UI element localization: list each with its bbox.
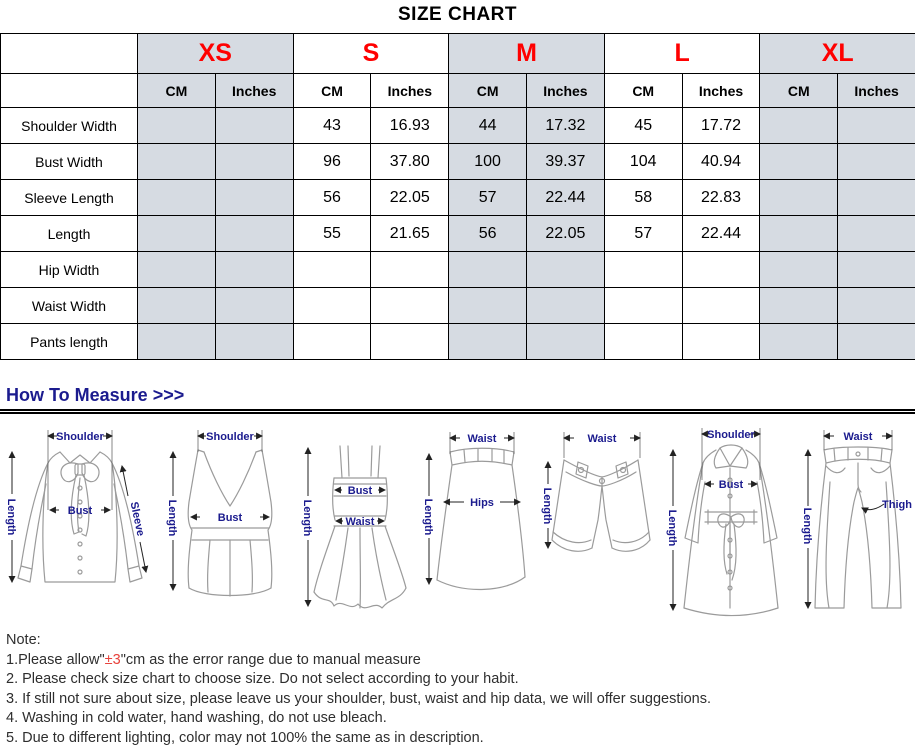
size-value-cell: 104 <box>604 144 682 180</box>
size-value-cell <box>215 288 293 324</box>
blouse-figure <box>0 422 160 622</box>
size-value-cell: 17.32 <box>527 108 605 144</box>
size-value-cell <box>138 324 216 360</box>
notes-section <box>6 631 915 748</box>
coat-figure <box>660 422 800 622</box>
size-header-m: M <box>449 34 605 74</box>
size-header-xl: XL <box>760 34 915 74</box>
size-header-xs: XS <box>138 34 294 74</box>
skirt-length-label: Length <box>422 499 434 536</box>
size-value-cell: 57 <box>604 216 682 252</box>
size-value-cell <box>449 324 527 360</box>
size-value-cell: 16.93 <box>371 108 449 144</box>
size-value-cell <box>604 252 682 288</box>
note-line-4: 4. Washing in cold water, hand washing, do not use bleach. <box>6 709 915 729</box>
size-value-cell <box>760 324 838 360</box>
tank-shoulder-label: Shoulder <box>206 431 254 443</box>
blouse-length-label: Length <box>5 499 17 536</box>
pants-figure <box>800 422 915 622</box>
size-value-cell: 45 <box>604 108 682 144</box>
size-value-cell: 22.83 <box>682 180 760 216</box>
size-header-l: L <box>604 34 760 74</box>
size-value-cell: 44 <box>449 108 527 144</box>
coat-bust-label: Bust <box>719 479 744 491</box>
blouse-shoulder-label: Shoulder <box>56 431 104 443</box>
table-row <box>1 108 915 144</box>
note-line-1-post: "cm as the error range due to manual measure <box>121 652 421 668</box>
size-value-cell <box>760 144 838 180</box>
size-value-cell <box>138 252 216 288</box>
unit-header-inches: Inches <box>682 74 760 108</box>
size-value-cell <box>527 324 605 360</box>
coat-length-label: Length <box>666 510 678 547</box>
size-value-cell: 22.44 <box>682 216 760 252</box>
size-value-cell <box>371 288 449 324</box>
table-row <box>1 180 915 216</box>
size-value-cell <box>138 216 216 252</box>
size-value-cell <box>760 108 838 144</box>
size-value-cell <box>215 144 293 180</box>
size-value-cell <box>215 180 293 216</box>
row-label: Hip Width <box>1 252 138 288</box>
size-value-cell <box>527 252 605 288</box>
size-value-cell <box>838 180 915 216</box>
size-value-cell: 37.80 <box>371 144 449 180</box>
size-value-cell <box>838 108 915 144</box>
size-value-cell: 56 <box>293 180 371 216</box>
size-value-cell <box>138 108 216 144</box>
size-value-cell <box>138 180 216 216</box>
size-value-cell <box>215 216 293 252</box>
note-line-1 <box>6 651 915 671</box>
size-value-cell <box>838 252 915 288</box>
size-value-cell <box>604 324 682 360</box>
size-value-cell <box>838 144 915 180</box>
size-value-cell: 57 <box>449 180 527 216</box>
shorts-figure <box>540 422 660 622</box>
blouse-bust-label: Bust <box>68 505 93 517</box>
row-label: Length <box>1 216 138 252</box>
size-header-row <box>1 34 915 74</box>
size-value-cell: 56 <box>449 216 527 252</box>
size-value-cell <box>215 324 293 360</box>
shorts-waist-label: Waist <box>588 433 617 445</box>
measure-figures <box>0 422 915 624</box>
size-chart-table <box>0 33 915 360</box>
row-label: Pants length <box>1 324 138 360</box>
size-header-s: S <box>293 34 449 74</box>
unit-header-inches: Inches <box>215 74 293 108</box>
tank-top-figure <box>160 422 300 622</box>
skirt-figure <box>420 422 540 622</box>
note-line-1-tolerance: ±3 <box>105 652 121 668</box>
skirt-hips-label: Hips <box>470 497 494 509</box>
note-line-2: 2. Please check size chart to choose size. Do not select according to your habit. <box>6 670 915 690</box>
size-value-cell <box>760 216 838 252</box>
pants-thigh-label: Thigh <box>882 499 912 511</box>
size-value-cell <box>449 252 527 288</box>
notes-heading: Note: <box>6 631 915 651</box>
note-line-3: 3. If still not sure about size, please leave us your shoulder, bust, waist and hip data, we will offer suggestions. <box>6 690 915 710</box>
size-value-cell: 40.94 <box>682 144 760 180</box>
size-value-cell <box>838 324 915 360</box>
size-value-cell <box>293 252 371 288</box>
note-line-5: 5. Due to different lighting, color may not 100% the same as in description. <box>6 729 915 749</box>
note-line-1-pre: 1.Please allow" <box>6 652 105 668</box>
corner-cell <box>1 34 138 74</box>
dress-length-label: Length <box>301 500 313 537</box>
skirt-waist-label: Waist <box>468 433 497 445</box>
size-value-cell <box>682 288 760 324</box>
shorts-length-label: Length <box>541 488 553 525</box>
unit-header-cm: CM <box>604 74 682 108</box>
table-row <box>1 324 915 360</box>
row-label: Waist Width <box>1 288 138 324</box>
size-value-cell <box>838 288 915 324</box>
dress-waist-label: Waist <box>346 516 375 528</box>
size-value-cell: 43 <box>293 108 371 144</box>
blouse-sleeve-label: Sleeve <box>128 501 147 538</box>
unit-header-inches: Inches <box>371 74 449 108</box>
row-label: Sleeve Length <box>1 180 138 216</box>
size-value-cell <box>760 288 838 324</box>
unit-header-cm: CM <box>760 74 838 108</box>
dress-figure <box>300 422 420 622</box>
table-row <box>1 288 915 324</box>
coat-shoulder-label: Shoulder <box>707 429 755 441</box>
size-value-cell <box>449 288 527 324</box>
row-label: Shoulder Width <box>1 108 138 144</box>
size-value-cell: 96 <box>293 144 371 180</box>
page-title: SIZE CHART <box>0 4 915 26</box>
pants-length-label: Length <box>801 508 813 545</box>
divider-line <box>0 409 915 414</box>
size-value-cell: 39.37 <box>527 144 605 180</box>
tank-bust-label: Bust <box>218 512 243 524</box>
unit-header-cm: CM <box>449 74 527 108</box>
size-value-cell: 17.72 <box>682 108 760 144</box>
unit-header-inches: Inches <box>838 74 915 108</box>
size-value-cell <box>682 252 760 288</box>
row-label: Bust Width <box>1 144 138 180</box>
size-value-cell <box>215 252 293 288</box>
dress-bust-label: Bust <box>348 485 373 497</box>
how-to-measure-heading: How To Measure >>> <box>6 385 915 406</box>
table-row <box>1 216 915 252</box>
tank-length-label: Length <box>166 500 178 537</box>
size-value-cell <box>293 288 371 324</box>
size-value-cell: 22.05 <box>371 180 449 216</box>
unit-header-row <box>1 74 915 108</box>
size-value-cell <box>604 288 682 324</box>
size-value-cell: 55 <box>293 216 371 252</box>
size-value-cell: 22.44 <box>527 180 605 216</box>
table-row <box>1 252 915 288</box>
size-value-cell: 22.05 <box>527 216 605 252</box>
size-value-cell <box>371 324 449 360</box>
size-value-cell <box>760 180 838 216</box>
size-value-cell: 100 <box>449 144 527 180</box>
unit-header-cm: CM <box>293 74 371 108</box>
size-value-cell <box>138 144 216 180</box>
size-value-cell: 21.65 <box>371 216 449 252</box>
corner-cell <box>1 74 138 108</box>
size-value-cell <box>138 288 216 324</box>
unit-header-inches: Inches <box>527 74 605 108</box>
size-value-cell <box>838 216 915 252</box>
size-value-cell <box>215 108 293 144</box>
size-value-cell <box>760 252 838 288</box>
size-value-cell: 58 <box>604 180 682 216</box>
size-chart-page <box>0 4 915 754</box>
size-value-cell <box>527 288 605 324</box>
size-value-cell <box>293 324 371 360</box>
pants-waist-label: Waist <box>844 431 873 443</box>
size-value-cell <box>682 324 760 360</box>
table-row <box>1 144 915 180</box>
size-value-cell <box>371 252 449 288</box>
size-table-body <box>1 108 915 360</box>
unit-header-cm: CM <box>138 74 216 108</box>
